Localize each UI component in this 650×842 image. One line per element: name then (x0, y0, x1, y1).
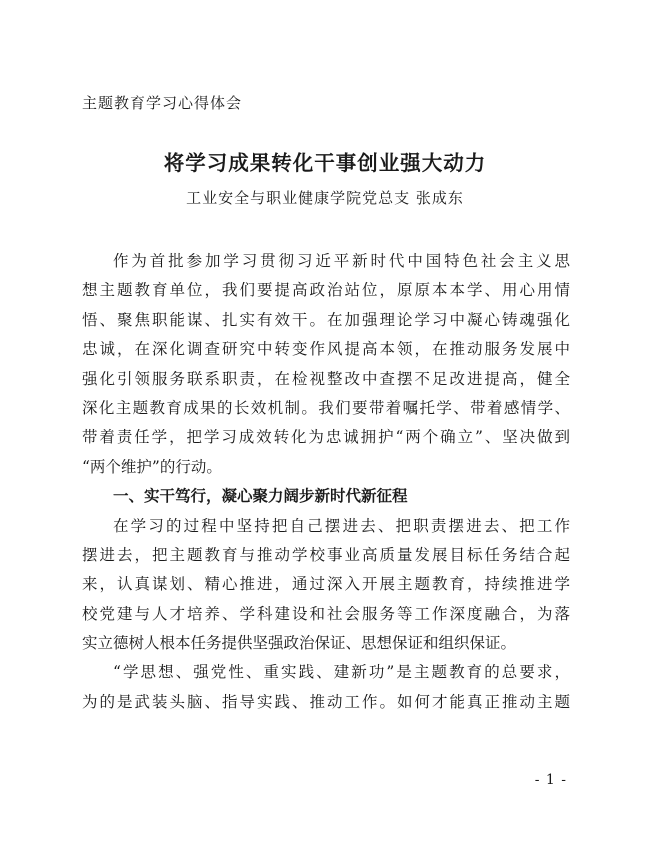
paragraph-line: “两个维护”的行动。 (82, 457, 222, 476)
author-byline: 工业安全与职业健康学院党总支 张成东 (186, 189, 464, 207)
paragraph-line: 为的是武装头脑、指导实践、推动工作。如何才能真正推动主题 (82, 692, 570, 711)
paragraph-line: 来，认真谋划、精心推进，通过深入开展主题教育，持续推进学 (82, 575, 570, 594)
paragraph-line: 实立德树人根本任务提供坚强政治保证、思想保证和组织保证。 (82, 634, 517, 653)
paragraph-line: 作为首批参加学习贯彻习近平新时代中国特色社会主义思 (113, 252, 570, 270)
page-number: - 1 - (534, 772, 567, 788)
paragraph-line: 校党建与人才培养、学科建设和社会服务等工作深度融合，为落 (82, 604, 570, 623)
document-category-label: 主题教育学习心得体会 (82, 94, 243, 112)
paragraph-line: “学思想、强党性、重实践、建新功”是主题教育的总要求， (113, 663, 570, 682)
paragraph-line: 忠诚，在深化调查研究中转变作风提高本领，在推动服务发展中 (82, 340, 570, 359)
paragraph-line: 在学习的过程中坚持把自己摆进去、把职责摆进去、把工作 (113, 516, 570, 535)
document-body (82, 247, 570, 717)
document-title: 将学习成果转化干事创业强大动力 (163, 151, 487, 175)
paragraph-line: 想主题教育单位，我们要提高政治站位，原原本本学、用心用情 (82, 281, 570, 300)
paragraph-line: 悟、聚焦职能谋、扎实有效干。在加强理论学习中凝心铸魂强化 (82, 310, 570, 329)
paragraph-line: 摆进去，把主题教育与推动学校事业高质量发展目标任务结合起 (82, 545, 570, 564)
section-heading: 一、实干笃行，凝心聚力阔步新时代新征程 (113, 487, 408, 506)
paragraph-line: 强化引领服务联系职责，在检视整改中查摆不足改进提高，健全 (82, 369, 570, 388)
paragraph-line: 深化主题教育成果的长效机制。我们要带着嘱托学、带着感情学、 (82, 398, 570, 417)
paragraph-line: 带着责任学，把学习成效转化为忠诚拥护“两个确立”、坚决做到 (82, 428, 570, 447)
